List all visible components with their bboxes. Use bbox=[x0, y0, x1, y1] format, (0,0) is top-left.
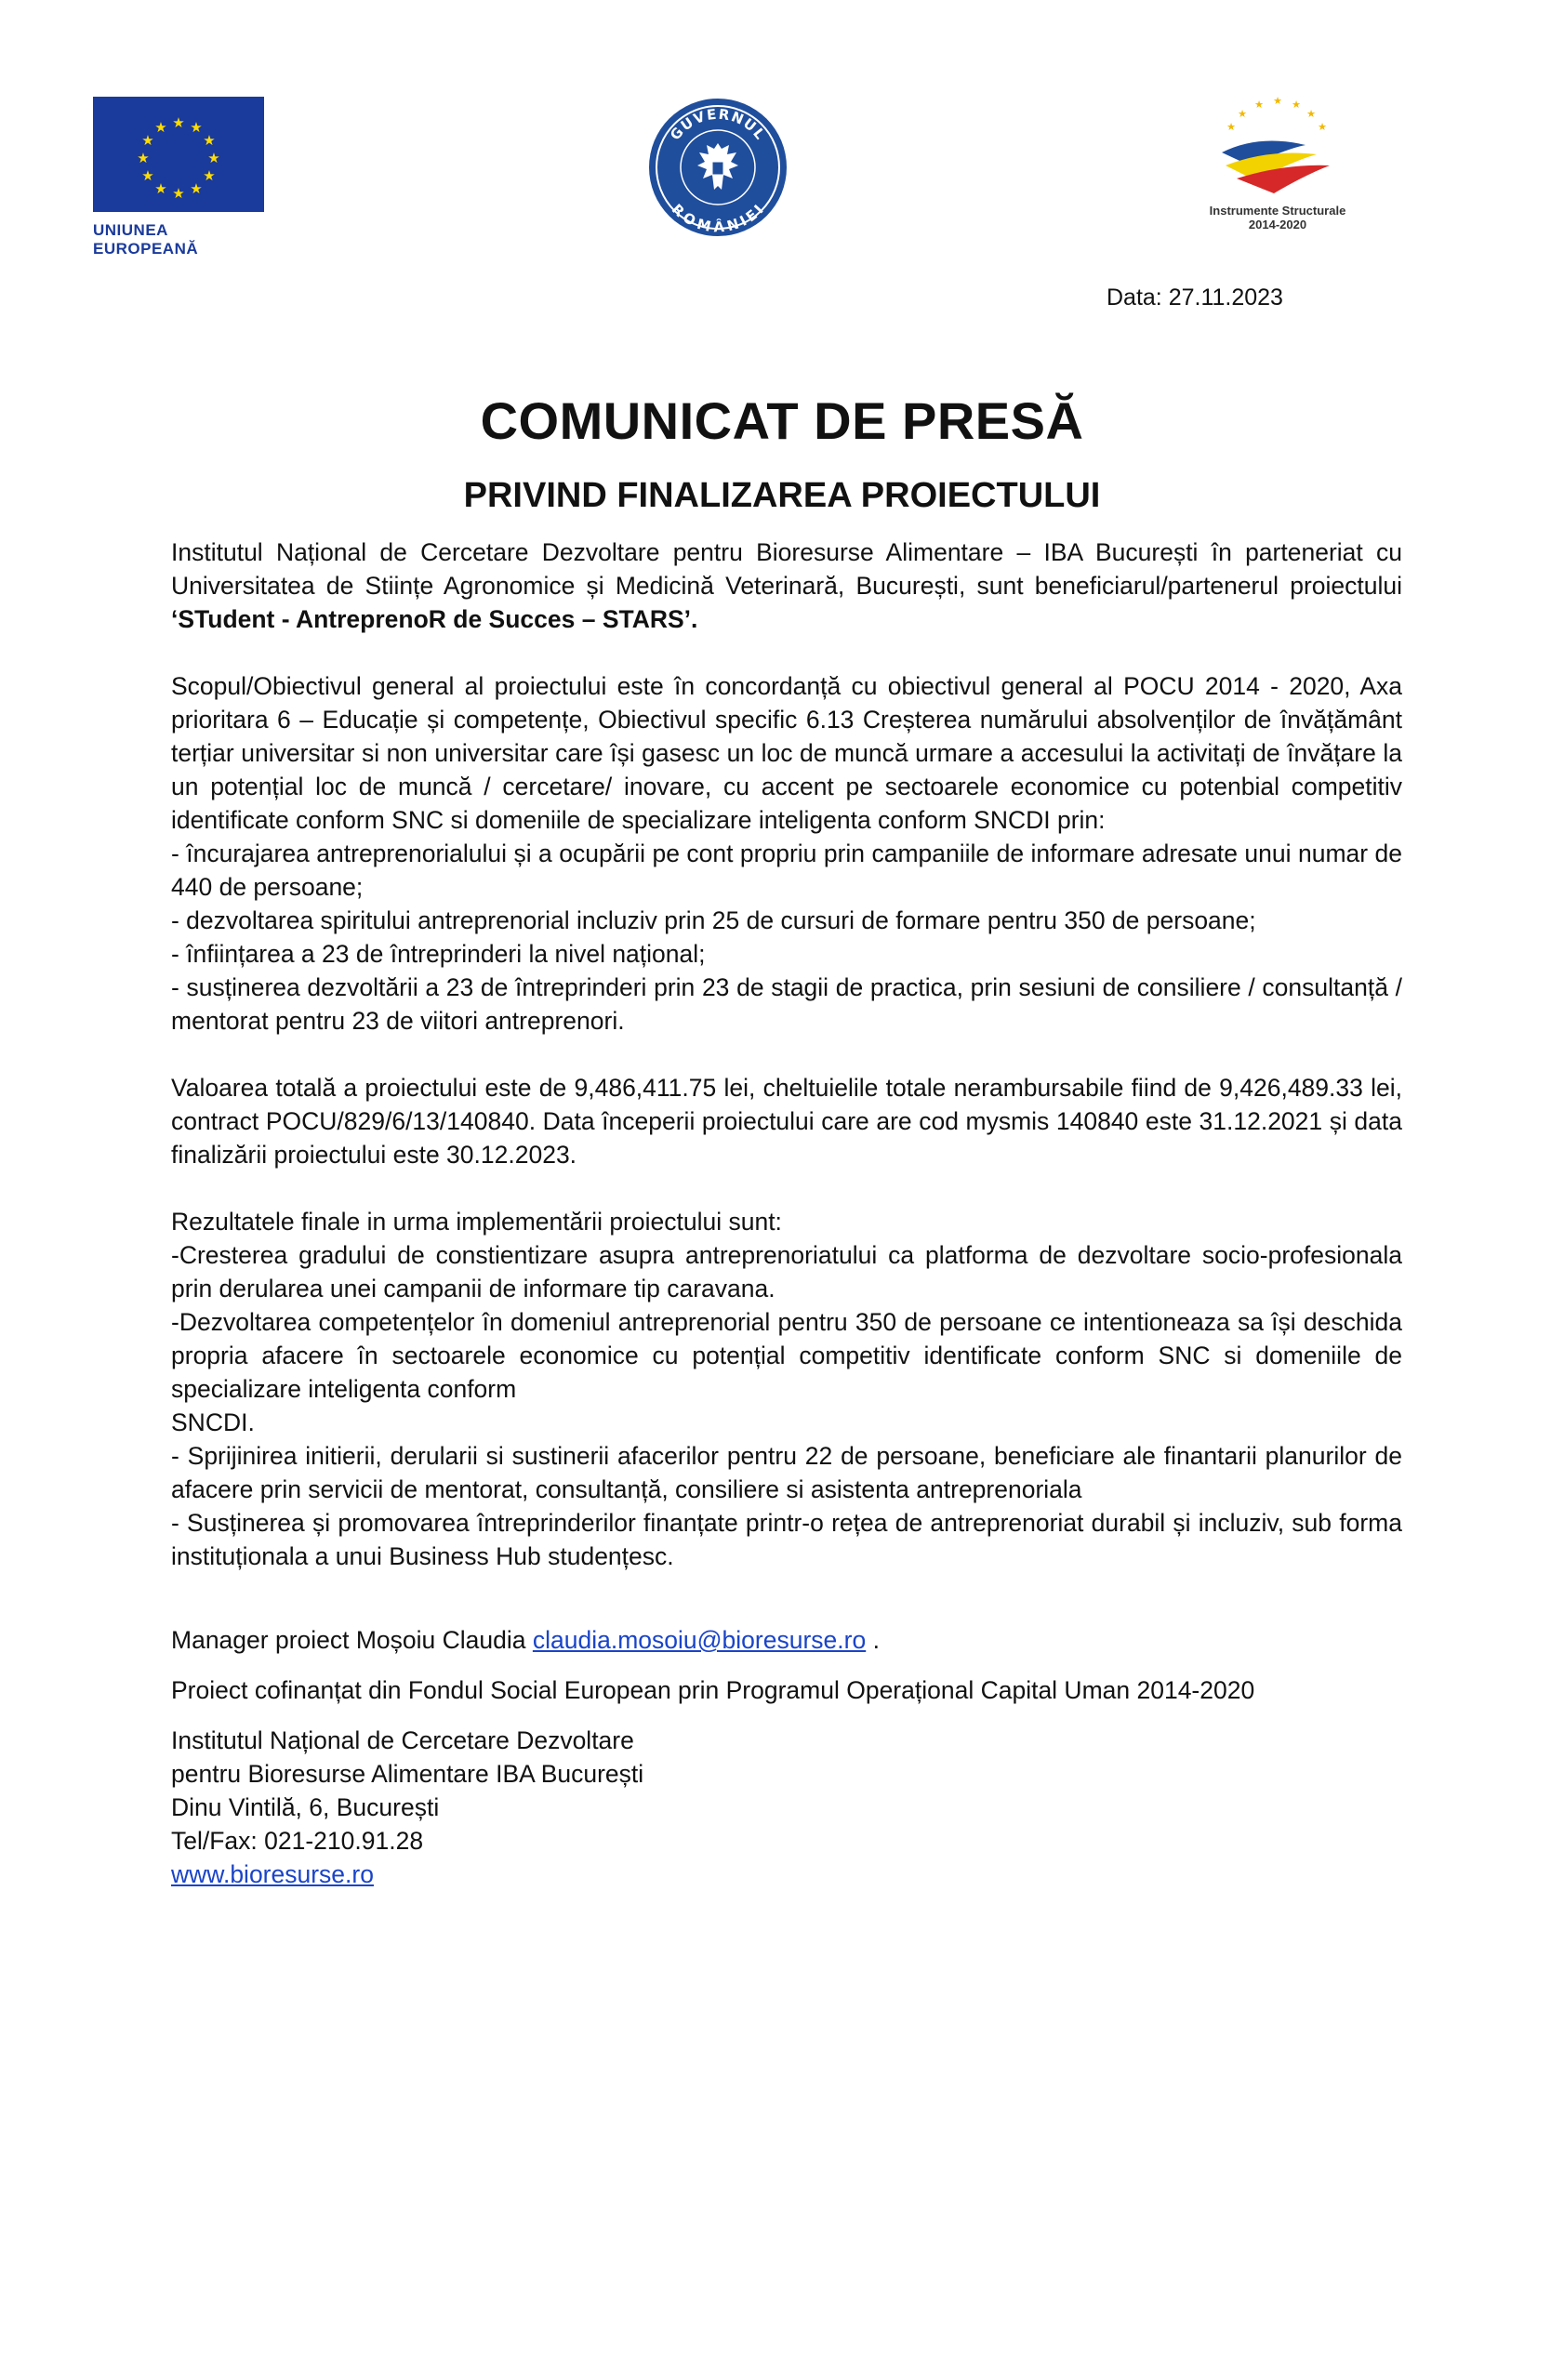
list-item: - susținerea dezvoltării a 23 de întreprinderi prin 23 de stagii de practica, prin sesiuni de consiliere / consultanță / mentorat pentru 23 de viitori antreprenori. bbox=[171, 973, 1402, 1035]
svg-text:★: ★ bbox=[1273, 97, 1282, 107]
eu-flag-icon bbox=[93, 97, 264, 212]
list-item: - Susținerea și promovarea întreprinderilor finanțate printr-o rețea de antreprenoriat durabil și incluziv, sub forma instituționala a unui Business Hub studențesc. bbox=[171, 1509, 1402, 1570]
footer-phone: Tel/Fax: 021-210.91.28 bbox=[171, 1827, 424, 1855]
list-item: -Dezvoltarea competențelor în domeniul antreprenorial pentru 350 de persoane ce intentioneaza sa își deschida propria afacere în sectoarele economice cu potențial competitiv identificate conform SNC si domeniile de specializare inteligenta conform bbox=[171, 1308, 1402, 1403]
footer-institution-line2: pentru Bioresurse Alimentare IBA București bbox=[171, 1760, 644, 1788]
svg-text:★: ★ bbox=[141, 167, 154, 184]
svg-text:★: ★ bbox=[154, 180, 167, 197]
objective-paragraph: Scopul/Obiectivul general al proiectului este în concordanță cu obiectivul general al POCU 2014 - 2020, Axa prioritara 6 – Educație și competențe, Obiectivul specific 6.13 Creșterea numărului absolvenților de învățământ terțiar universitar si non universitar care își gasesc un loc de muncă urmare a accesului la activitați de învățare la un potențial loc de muncă / cercetare/ inovare, cu accent pe sectoarele economice cu potenbial competitiv identificate conform SNC si domeniile de specializare inteligenta conform SNCDI prin: bbox=[171, 672, 1402, 834]
institution-footer bbox=[171, 1724, 1402, 1891]
svg-text:★: ★ bbox=[190, 119, 203, 136]
list-item: SNCDI. bbox=[171, 1408, 255, 1436]
svg-text:GUVERNUL: GUVERNUL bbox=[667, 105, 770, 144]
structural-instruments-logo bbox=[1194, 97, 1361, 231]
svg-text:★: ★ bbox=[190, 180, 203, 197]
list-item: - înființarea a 23 de întreprinderi la nivel național; bbox=[171, 940, 706, 968]
project-value-paragraph: Valoarea totală a proiectului este de 9,486,411.75 lei, cheltuielile totale nerambursabile fiind de 9,426,489.33 lei, contract POCU/829/6/13/140840. Data începerii proiectului care are cod mysmis 140840 este 31.12.2021 și data finalizării proiectului este 30.12.2023. bbox=[171, 1074, 1402, 1169]
structural-instruments-icon bbox=[1194, 97, 1361, 199]
svg-text:★: ★ bbox=[1292, 99, 1301, 111]
intro-paragraph: Institutul Național de Cercetare Dezvoltare pentru Bioresurse Alimentare – IBA București în parteneriat cu Universitatea de Stiințe Agronomice și Medicină Veterinară, București, sunt beneficiarul/partenerul proiectului ‘STudent - AntreprenoR de Succes – STARS’. bbox=[171, 538, 1402, 633]
manager-line: Manager proiect Moșoiu Claudia claudia.mosoiu@bioresurse.ro . bbox=[171, 1626, 880, 1654]
cofinance-note: Proiect cofinanțat din Fondul Social European prin Programul Operațional Capital Uman 2014-2020 bbox=[171, 1676, 1255, 1704]
list-item: -Cresterea gradului de constientizare asupra antreprenoriatului ca platforma de dezvoltare socio-profesionala prin derularea unei campanii de informare tip caravana. bbox=[171, 1241, 1402, 1302]
svg-text:★: ★ bbox=[172, 114, 185, 131]
svg-text:★: ★ bbox=[203, 167, 216, 184]
svg-text:★: ★ bbox=[1306, 108, 1316, 120]
results-section bbox=[171, 1205, 1402, 1573]
footer-institution-line1: Institutul Național de Cercetare Dezvoltare bbox=[171, 1726, 634, 1754]
list-item: - dezvoltarea spiritului antreprenorial incluziv prin 25 de cursuri de formare pentru 350 de persoane; bbox=[171, 906, 1256, 934]
list-item: - Sprijinirea initierii, derularii si sustinerii afacerilor pentru 22 de persoane, beneficiare ale finantarii planurilor de afacere prin servicii de mentorat, consultanță, consiliere si asistenta antreprenoriala bbox=[171, 1442, 1402, 1503]
website-link[interactable]: www.bioresurse.ro bbox=[171, 1860, 374, 1888]
svg-text:★: ★ bbox=[1254, 99, 1264, 111]
results-heading: Rezultatele finale in urma implementării proiectului sunt: bbox=[171, 1208, 782, 1236]
document-date: Data: 27.11.2023 bbox=[1107, 284, 1283, 311]
document-body bbox=[171, 536, 1402, 1891]
svg-text:★: ★ bbox=[203, 132, 216, 149]
svg-text:★: ★ bbox=[1226, 121, 1236, 133]
romanian-government-logo bbox=[647, 97, 789, 238]
eu-caption: UNIUNEA EUROPEANĂ bbox=[93, 221, 199, 258]
page-subtitle: PRIVIND FINALIZAREA PROIECTULUI bbox=[463, 476, 1101, 515]
footer-address: Dinu Vintilă, 6, București bbox=[171, 1793, 440, 1821]
structural-instruments-caption: Instrumente Structurale 2014-2020 bbox=[1209, 204, 1346, 231]
svg-text:★: ★ bbox=[1318, 121, 1327, 133]
svg-text:★: ★ bbox=[137, 150, 150, 166]
eu-logo bbox=[93, 97, 270, 258]
list-item: - încurajarea antreprenorialului și a ocupării pe cont propriu prin campaniile de informare adresate unui numar de 440 de persoane; bbox=[171, 840, 1402, 901]
page-title: COMUNICAT DE PRESĂ bbox=[480, 391, 1084, 450]
svg-text:★: ★ bbox=[1238, 108, 1247, 120]
objective-section bbox=[171, 669, 1402, 1038]
svg-text:★: ★ bbox=[141, 132, 154, 149]
manager-email-link[interactable]: claudia.mosoiu@bioresurse.ro bbox=[532, 1626, 867, 1654]
svg-text:★: ★ bbox=[154, 119, 167, 136]
svg-text:ROMÂNIEI: ROMÂNIEI bbox=[668, 200, 768, 236]
svg-text:★: ★ bbox=[207, 150, 220, 166]
project-name: ‘STudent - AntreprenoR de Succes – STARS’. bbox=[171, 605, 698, 633]
svg-text:★: ★ bbox=[172, 185, 185, 202]
